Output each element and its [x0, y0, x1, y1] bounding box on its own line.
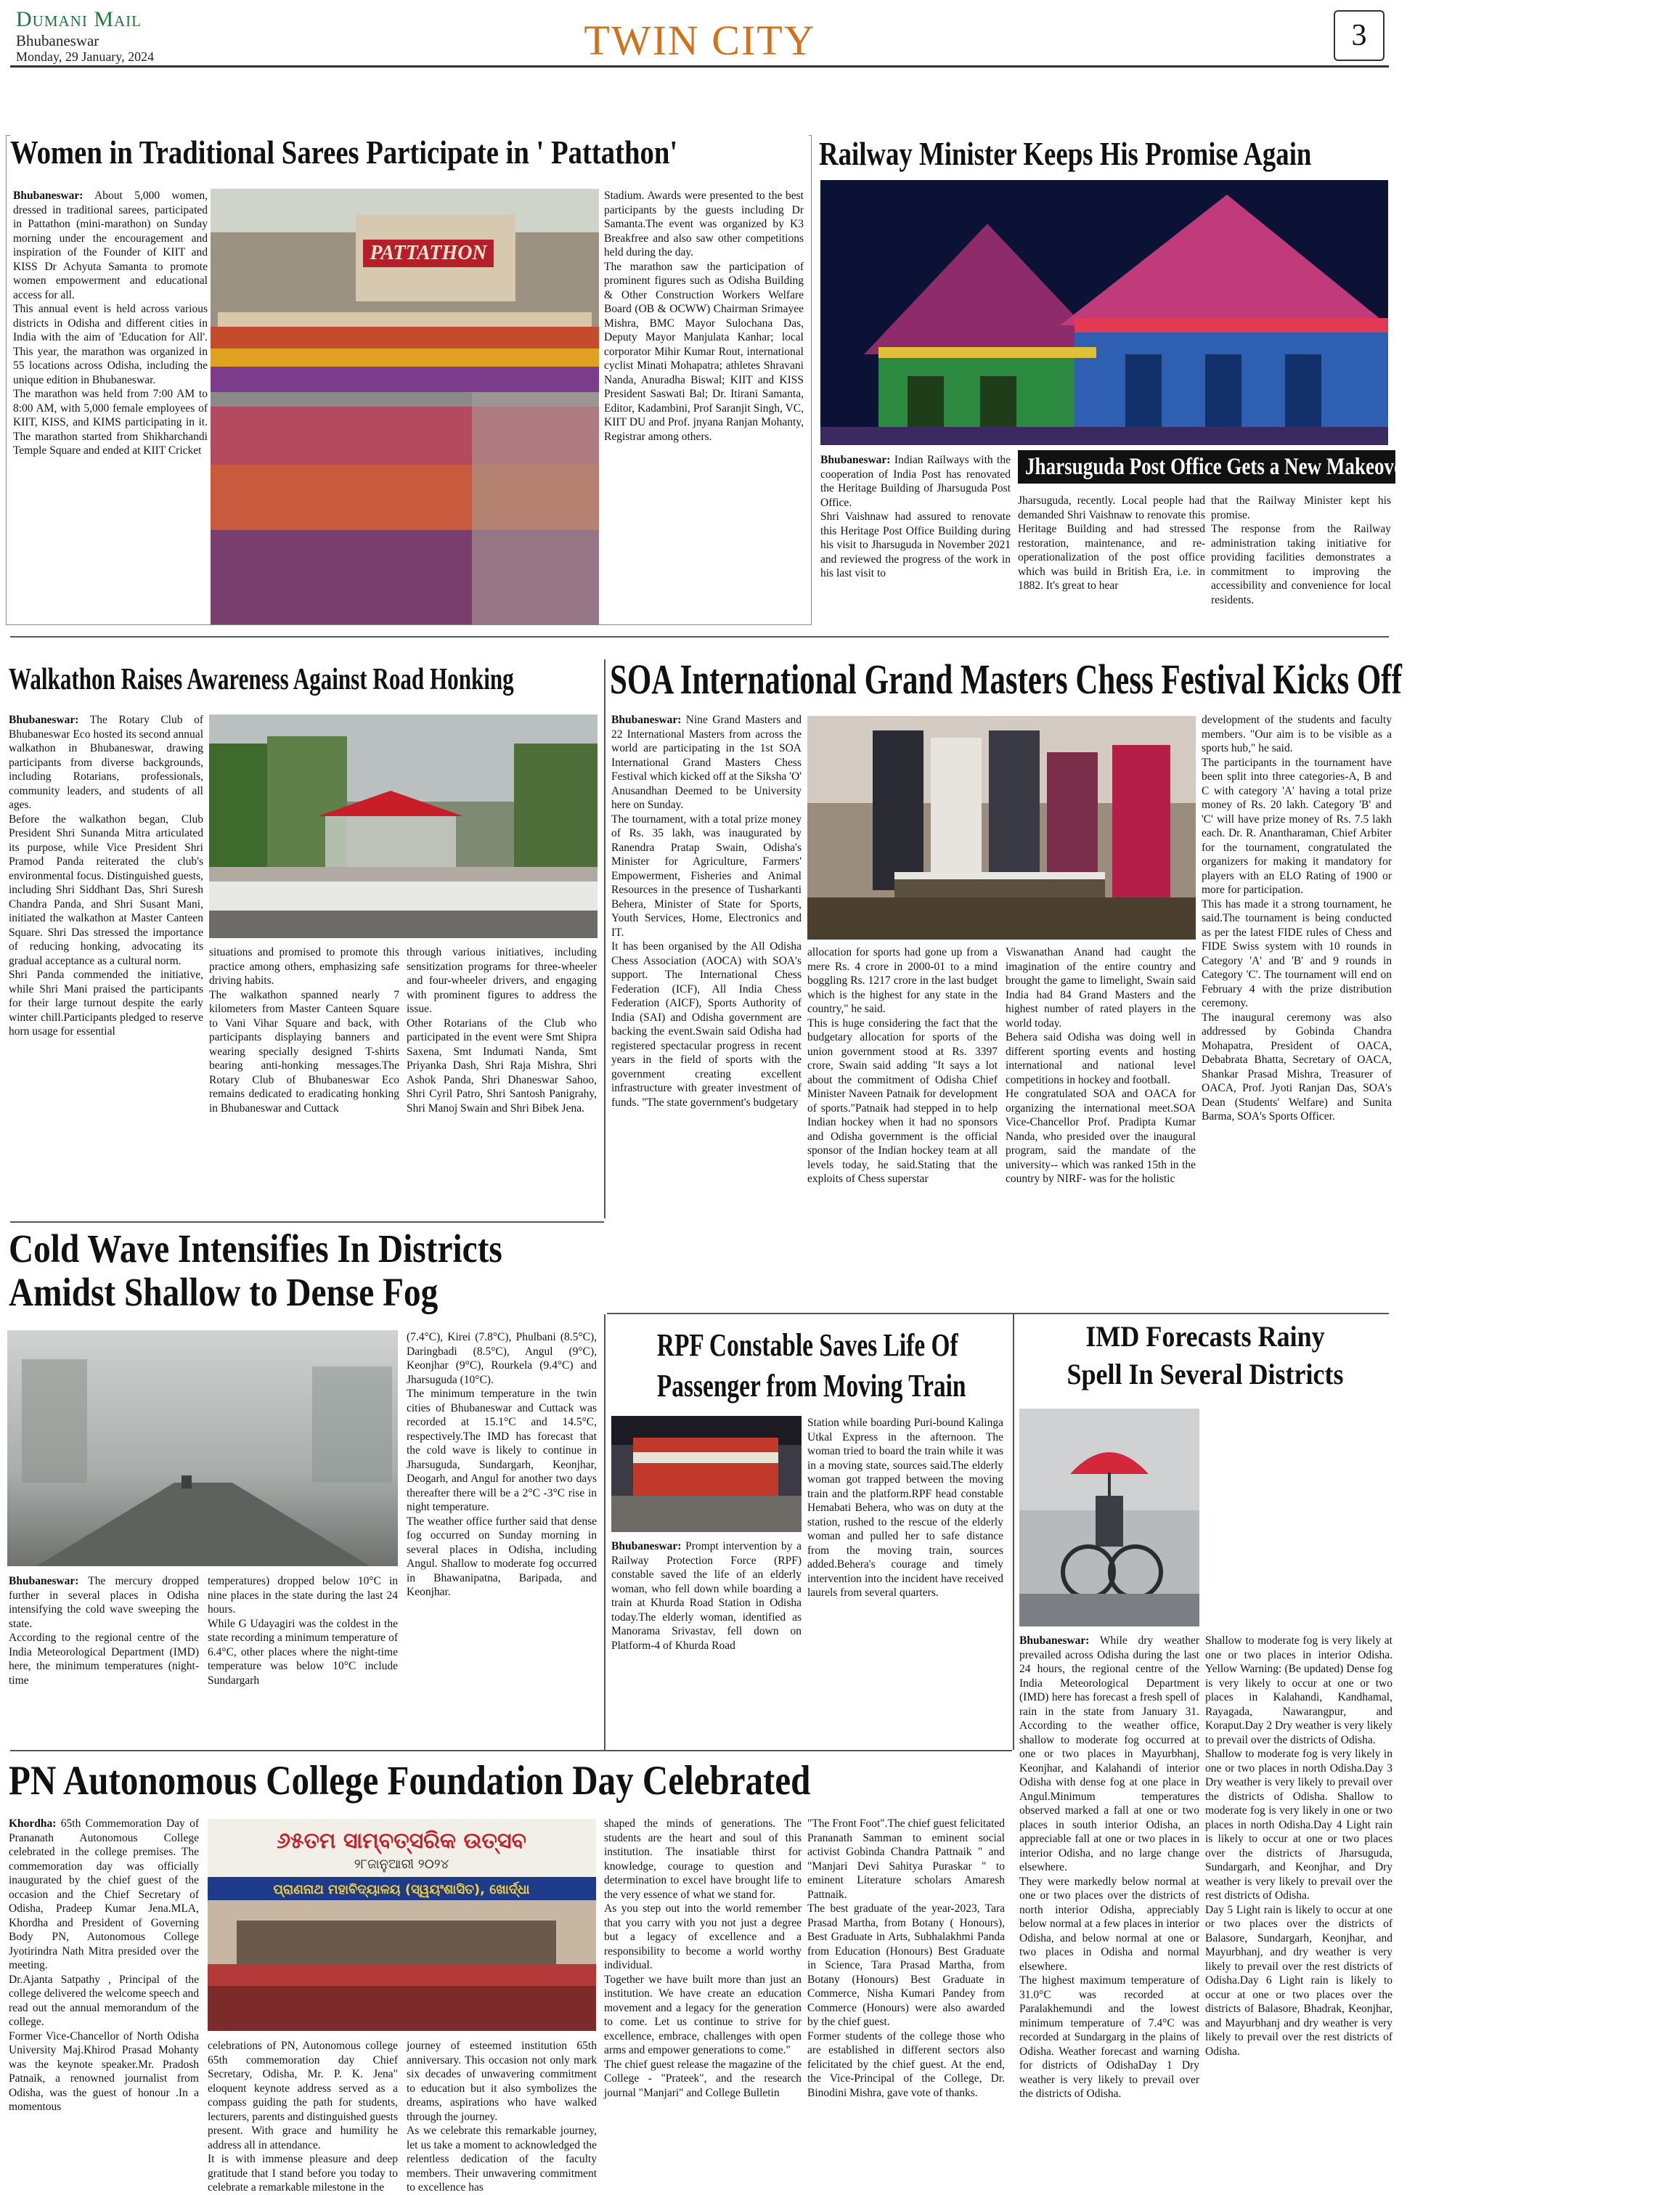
walkathon-chess-divider	[604, 659, 605, 1218]
chess-col-4: development of the students and faculty members. "Our aim is to be visible as a sports hub," he said. The participants in the tournament have been split into three categories-A, B and C with category 'A' having a total prize money of Rs. 20 lakh. Category 'B' and 'C' will have prize money of Rs. 7.5 lakh each. Dr. R. Anantharaman, Chief Arbiter for the tournament, congratulated the organizers for making it mandatory for players with an ELO Rating of 1900 or more for participation. This has made it a strong tournament, he said.The tournament is being conducted as per the latest FIDE rules of Chess and FIDE Swiss system with 10 rounds in Category 'A' and 'B' and 9 rounds in Category 'C'. The tournament will end on February 4 with the prize distribution ceremony. The inaugural ceremony was also addressed by Gobinda Chandra Mohapatra, President of OACA, Debabrata Bhatta, Secretary of OACA, Shankar Prasad Mishra, Treasurer of OACA, Prof. Jyoti Ranjan Das, SOA's Dean (Students' Welfare) and Sunita Barma, SOA's Sports Officer.	[1202, 714, 1392, 1123]
imd-photo	[1019, 1409, 1199, 1626]
pn-col-5: "The Front Foot".The chief guest felicitated Prananath Samman to eminent social activist Gobinda Chandra Pattnaik " and "Manjari Devi Sahitya Puraskar " to eminent Literature scholars Amaresh Pattnaik. The best graduate of the year-2023, Tara Prasad Martha, from Botany ( Honours), Best Graduate in Arts, Subhalakhmi Panda from Education (Honours) Best Graduate in Science, Tara Prasad Martha, from Botany (Honours) Best Graduate in Commerce, Nisha Kumari Pandey from Commerce (Honours) were also awarded by the chief guest. Former students of the college those who are established in different sectors also felicitated by the chief guest. At the end, the Vice-Principal of the College, Dr. Binodini Mishra, gave vote of thanks.	[807, 1817, 1005, 2099]
chess-headline: SOA International Grand Masters Chess Festival Kicks Off	[610, 656, 1402, 703]
railway-headline: Railway Minister Keeps His Promise Again	[819, 135, 1312, 172]
pn-col-4: shaped the minds of generations. The students are the heart and soul of this institution. The insatiable thirst for knowledge, courage to question and determination to excel have brought life to the very essence of what we stand for. As you step out into the world remember that you carry with you not just a degree but a legacy of excellence and a responsibility to become a world worthy individual. Together we have built more than just an institution. We have create an education movement and a legacy for the generation to come. Let us continue to strive for excellence, embrace, challenges with open arms and empower generations to come." The chief guest release the magazine of the College - "Prateek", and the research journal "Manjari" and College Bulletin	[604, 1817, 802, 2099]
railway-photo	[820, 180, 1388, 445]
walkathon-col-2: situations and promised to promote this practice among others, emphasizing safe driving habits. The walkathon spanned nearly 7 kilometers from Master Canteen Square to Vani Vihar Square and back, with participants displaying banners and wearing specially designed T-shirts bearing anti-honking messages.The Rotary Club of Bhubaneswar Eco remains dedicated to eradicating honking in Bhubaneswar and Cuttack	[209, 946, 399, 1115]
coldwave-photo	[7, 1330, 398, 1566]
coldwave-rpf-divider	[604, 1314, 605, 1750]
pn-college-headline: PN Autonomous College Foundation Day Celebrated	[9, 1758, 811, 1804]
chess-col-2: allocation for sports had gone up from a mere Rs. 4 crore in 2000-01 to a mind boggling Rs. 1217 crore in the last budget which is the highest for any state in the country," he said. This is huge considering the fact that the budgetary allocation for sports of the union government stood at Rs. 3397 crore, Swain said adding "It says a lot about the commitment of Odisha Chief Minister Naveen Patnaik for development of sports."Patnaik had stepped in to help Indian hockey when it had no sponsors and Odisha government is the official sponsor of the Indian hockey team at all levels today, he said.Stating that the exploits of Chess superstar	[807, 946, 998, 1185]
walkathon-photo	[209, 714, 598, 938]
coldwave-col-1: Bhubaneswar: The mercury dropped further in several places in Odisha intensifying the cold wave sweeping the state. According to the regional centre of the India Meteorological Department (IMD) here, the minimum temperatures (night-time	[9, 1575, 199, 1687]
row3-divider	[10, 1750, 1012, 1751]
railway-col-3: that the Railway Minister kept his promise. The response from the Railway administration taking initiative for providing facilities demonstrates a commitment to improving the accessibility and convenience for local residents.	[1211, 494, 1391, 606]
pattathon-headline: Women in Traditional Sarees Participate in ' Pattathon'	[10, 132, 809, 173]
walkathon-col-1: Bhubaneswar: The Rotary Club of Bhubaneswar Eco hosted its second annual walkathon in Bhubaneswar, drawing participants from diverse backgrounds, including Rotarians, professionals, community leaders, and students of all ages. Before the walkathon began, Club President Shri Sunanda Mitra articulated its purpose, while Vice President Shri Pramod Panda reiterated the club's environmental focus. Distinguished guests, including Shri Siddhant Das, Shri Suresh Chandra Panda, and Shri Susant Mani, initiated the walkathon at Master Canteen Square. Shri Das stressed the importance of reducing honking, advocating its gradual acceptance as a cultural norm. Shri Panda commended the initiative, while Shri Mani praised the participants for their large turnout despite the early winter chill.Participants pledged to reserve horn usage for essential	[9, 714, 203, 1038]
walkathon-bottom-rule	[10, 1221, 604, 1223]
imd-headline: IMD Forecasts Rainy Spell In Several Districts	[1067, 1320, 1344, 1390]
pattathon-banner-text: PATTATHON	[370, 242, 487, 264]
masthead-date: Monday, 29 January, 2024	[16, 49, 155, 64]
masthead-rule	[10, 65, 1389, 68]
pn-col-1: Khordha: 65th Commemoration Day of Prananath Autonomous College celebrated in the college premises. The commemoration day was officially inaugurated by the chief guest of the occasion and the Chief Secretary of Odisha, Pradeep Kumar Jena.MLA, Khordha and President of Governing Body PN, Autonomous College Jyotirindra Nath Mitra presided over the meeting. Dr.Ajanta Satpathy , Principal of the college delivered the welcome speech and read out the annual memorandum of the college. Former Vice-Chancellor of North Odisha University Maj.Khirod Prasad Mohanty was the keynote speaker.Mr. Pradosh Patnaik, a renowned journalist from Odisha, was the guest of honour .In a momentous	[9, 1817, 199, 2113]
coldwave-headline: Cold Wave Intensifies In Districts Amidst Shallow to Dense Fog	[9, 1226, 502, 1314]
imd-col-2: Shallow to moderate fog is very likely at one or two places in interior Odisha. Yellow Warning: (Be updated) Dense fog is very likely to occur at one or two places in Kalahandi, Kandhamal, Rayagada, Nawarangpur, and Koraput.Day 2 Dry weather is very likely to prevail over the districts of Odisha. Shallow to moderate fog is very likely in one or two places in north Odisha.Day 3 Dry weather is very likely to prevail over the districts of Odisha. Shallow to moderate fog is very likely in one or two places in north Odisha.Day 4 Light rain is likely to occur at one or two places over the districts of Jharsuguda, Sundargarh, and Keonjhar, and Dry weather is very likely to prevail over the rest districts of Odisha. Day 5 Light rain is likely to occur at one or two places over the districts of Balasore, Sundargarh, Keonjhar, and Mayurbhanj, and dry weather is very likely to prevail over the rest districts of Odisha.Day 6 Light rain is likely to occur at one or two places over the districts of Balasore, Bhadrak, Keonjhar, and Mayurbhanj and dry weather is very likely to prevail over the rest districts of Odisha.	[1205, 1634, 1392, 2058]
walkathon-col-3: through various initiatives, including sensitization programs for three-wheeler and four-wheeler drivers, and engaging with prominent figures to address the issue. Other Rotarians of the Club who participated in the event were Smt Shipra Saxena, Smt Indumati Nanda, Smt Priyanka Dash, Shri Raja Mishra, Shri Ashok Panda, Shri Dhaneswar Sahoo, Shri Cyril Patro, Shri Santosh Panigrahy, Shri Manoj Swain and Shri Bibek Jena.	[407, 946, 597, 1115]
pn-col-2: celebrations of PN, Autonomous college 65th commemoration day Chief Secretary, Odisha, Mr. P. K. Jena" eloquent keynote address served as a compass guiding the path for students, lecturers, parents and distinguished guests present. With grace and humility he address all in attendance. It is with immense pleasure and deep gratitude that I stand before you today to celebrate a remarkable milestone in the	[208, 2040, 398, 2194]
railway-col-2: Jharsuguda, recently. Local people had demanded Shri Vaishnaw to renovate this Heritage Building and had stressed restoration, maintenance, and re-operationalization of the post office which was build in British Era, i.e. in 1882. It's great to hear	[1018, 494, 1205, 592]
section-title: TWIN CITY	[584, 17, 816, 64]
chess-bottom-rule	[607, 1313, 1389, 1314]
row1-divider	[10, 636, 1389, 638]
page-number: 3	[1334, 10, 1385, 61]
pattathon-col-3: Stadium. Awards were presented to the best participants by the guests including Dr Samanta.The event was organized by K3 Breakfree and also saw other competitions held during the day. The marathon saw the participation of prominent figures such as Odisha Building & Other Construction Workers Welfare Board (OB & OCWW) Chairman Srimayee Mishra, BMC Mayor Sulochana Das, Deputy Mayor Manjulata Kanhar; local corporator Mihir Kumar Rout, international cyclist Minati Mohapatra; athletes Shravani Nanda, Anuradha Biswal; KIIT and KISS President Saswati Bal; Dr. Itirani Samanta, Editor, Kadambini, Prof Saranjit Singh, VC, KIIT DU and Prof. jnyana Ranjan Mohanty, Registrar among others.	[604, 190, 804, 443]
pattathon-col-1: Bhubaneswar: About 5,000 women, dressed in traditional sarees, participated in Pattathon (mini-marathon) on Sunday morning under the encouragement and inspiration of the Founder of KIIT and KISS Dr Achyuta Samanta to promote women empowerment and educational access for all. This annual event is held across various districts in Odisha and different cities in India with the aim of 'Education for All'. This year, the marathon was organized in 55 locations across Odisha, including the unique edition in Bhubaneswar. The marathon was held from 7:00 AM to 8:00 AM, with 5,000 female employees of KIIT, KISS, and KIMS participating in it. The marathon started from Shikharchandi Temple Square and ended at KIIT Cricket	[13, 190, 208, 457]
rpf-col-1: Bhubaneswar: Prompt intervention by a Railway Protection Force (RPF) constable saved the life of an elderly woman, who fell down while boarding a train at Khurda Road Station in Odisha today.The elderly woman, identified as Manorama Srivastav, fell down on Platform-4 of Khurda Road	[611, 1540, 802, 1652]
pn-col-3: journey of esteemed institution 65th anniversary. This occasion not only mark six decades of unwavering commitment to education but it also symbolizes the dreams, aspirations who have walked through the journey. As we celebrate this remarkable journey, let us take a moment to acknowledged the relentless dedication of the faculty members. Their unwavering commitment to excellence has	[407, 2040, 597, 2194]
paper-name: Dumani Mail	[16, 7, 142, 31]
chess-col-3: Viswanathan Anand had caught the imagination of the entire country and brought the game to limelight, Swain said India had 84 Grand Masters and the highest number of rated players in the world today. Behera said Odisha was doing well in different sporting events and hosting international and national level competitions in hockey and football. He congratulated SOA and OACA for organizing the international meet.SOA Vice-Chancellor Prof. Pradipta Kumar Nanda, who presided over the inaugural program, said the mandate of the university-- which was ranked 15th in the country by NIRF- was for the holistic	[1006, 946, 1196, 1185]
rpf-headline: RPF Constable Saves Life Of Passenger from Moving Train	[656, 1327, 966, 1404]
rpf-imd-divider	[1013, 1314, 1014, 1750]
walkathon-headline: Walkathon Raises Awareness Against Road Honking	[9, 663, 514, 696]
pn-banner-line2: ୨୮ଜାନୁଆରୀ ୨୦୨୪	[354, 1857, 449, 1872]
masthead	[16, 7, 1383, 62]
imd-col-1: Bhubaneswar: While dry weather prevailed across Odisha during the last 24 hours, the regional centre of the India Meteorological Department (IMD) here has forecast a fresh spell of rain in the state from January 31. According to the weather office, shallow to moderate fog occurred at one or two places in Mayurbhanj, Keonjhar, and Kalahandi of interior Odisha with dense fog at one place in Angul.Minimum temperatures observed marked a fall at one or two places in south interior Odisha, an appreciable fall at one or two places in interior Odisha, and no large change elsewhere. They were markedly below normal at one or two places over the districts of north interior Odisha, appreciably below normal at a few places in interior Odisha, and below normal at one or two places in Odisha and normal elsewhere. The highest maximum temperature of 31.0°C was recorded at Paralakhemundi and the lowest minimum temperature of 7.4°C was recorded at Sundargarg in the plains of Odisha. Weather forecast and warning for districts of OdishaDay 1 Dry weather is very likely to prevail over the districts of Odisha.	[1019, 1634, 1199, 2100]
rpf-photo	[611, 1416, 802, 1532]
railway-subheadline: Jharsuguda Post Office Gets a New Makeover	[1018, 450, 1395, 484]
pn-banner-line1: ୬୫ତମ ସାମ୍ବତ୍ସରିକ ଉତ୍ସବ	[277, 1828, 526, 1854]
pn-banner-line3: ପ୍ରାଣନାଥ ମହାବିଦ୍ୟାଳୟ (ସ୍ୱୟଂଶାସିତ), ଖୋର୍ଦ୍ଧା	[273, 1882, 530, 1897]
rpf-col-2: Station while boarding Puri-bound Kalinga Utkal Express in the afternoon. The woman tried to board the train while it was in a moving state, sources said.The elderly woman got trapped between the moving train and the platform.RPF head constable Hemabati Behera, who was on duty at the station, rushed to the rescue of the elderly woman and pulled her to safe distance from the moving train, sources added.Behera's courage and timely intervention into the incident have received laurels from several quarters.	[807, 1417, 1003, 1599]
chess-photo	[807, 716, 1196, 940]
chess-col-1: Bhubaneswar: Nine Grand Masters and 22 International Masters from across the world are participating in the 1st SOA International Grand Masters Chess Festival which kicked off at the Siksha 'O' Anusandhan Deemed to be University here on Sunday. The tournament, with a total prize money of Rs. 35 lakh, was inaugurated by Ranendra Pratap Swain, Odisha's Minister for Agriculture, Farmers' Empowerment, Fisheries and Animal Resources in the presence of Tusharkanti Behera, Minister of State for Sports, Youth Services, Home, Electronics and IT. It has been organised by the All Odisha Chess Association (AOCA) with SOA's support. The International Chess Federation (ICF), All India Chess Federation (AICF), Sports Authority of India (SAI) and Odisha government are backing the event.Swain said Odisha had registered spectacular progress in recent years in the field of sports with the government creating excellent infrastructure with greater investment of funds. "The state government's budgetary	[611, 714, 802, 1109]
pattathon-photo	[211, 189, 599, 624]
coldwave-col-2: temperatures) dropped below 10°C in nine places in the state during the last 24 hours. While G Udayagiri was the coldest in the state recording a minimum temperature of 6.4°C, other places where the night-time temperature was below 10°C include Sundargarh	[208, 1575, 398, 1687]
masthead-city: Bhubaneswar	[16, 32, 99, 49]
railway-col-1: Bhubaneswar: Indian Railways with the cooperation of India Post has renovated the Heritage Building of Jharsuguda Post Office. Shri Vaishnaw had assured to renovate this Heritage Post Office Building during his visit to Jharsuguda in November 2021 and reviewed the progress of the work in his last visit to	[820, 454, 1011, 579]
pn-college-photo	[208, 1819, 596, 2031]
coldwave-col-3: (7.4°C), Kirei (7.8°C), Phulbani (8.5°C), Daringbadi (8.5°C), Angul (9°C), Keonjhar (9°C), Rourkela (9.4°C) and Jharsuguda (10°C). The minimum temperature in the twin cities of Bhubaneswar and Cuttack was recorded at 15.1°C and 14.5°C, respectively.The IMD has forecast that the cold wave is likely to continue in Jharsuguda, Sundargarh, Keonjhar, Deogarh, and Angul for another two days thereafter there will be a 2°C -3°C rise in night temperature. The weather office further said that dense fog occurred on Sunday morning in several places in Odisha, including Angul. Shallow to moderate fog occurred in Bhawanipatna, Baripada, and Keonjhar.	[407, 1331, 597, 1598]
